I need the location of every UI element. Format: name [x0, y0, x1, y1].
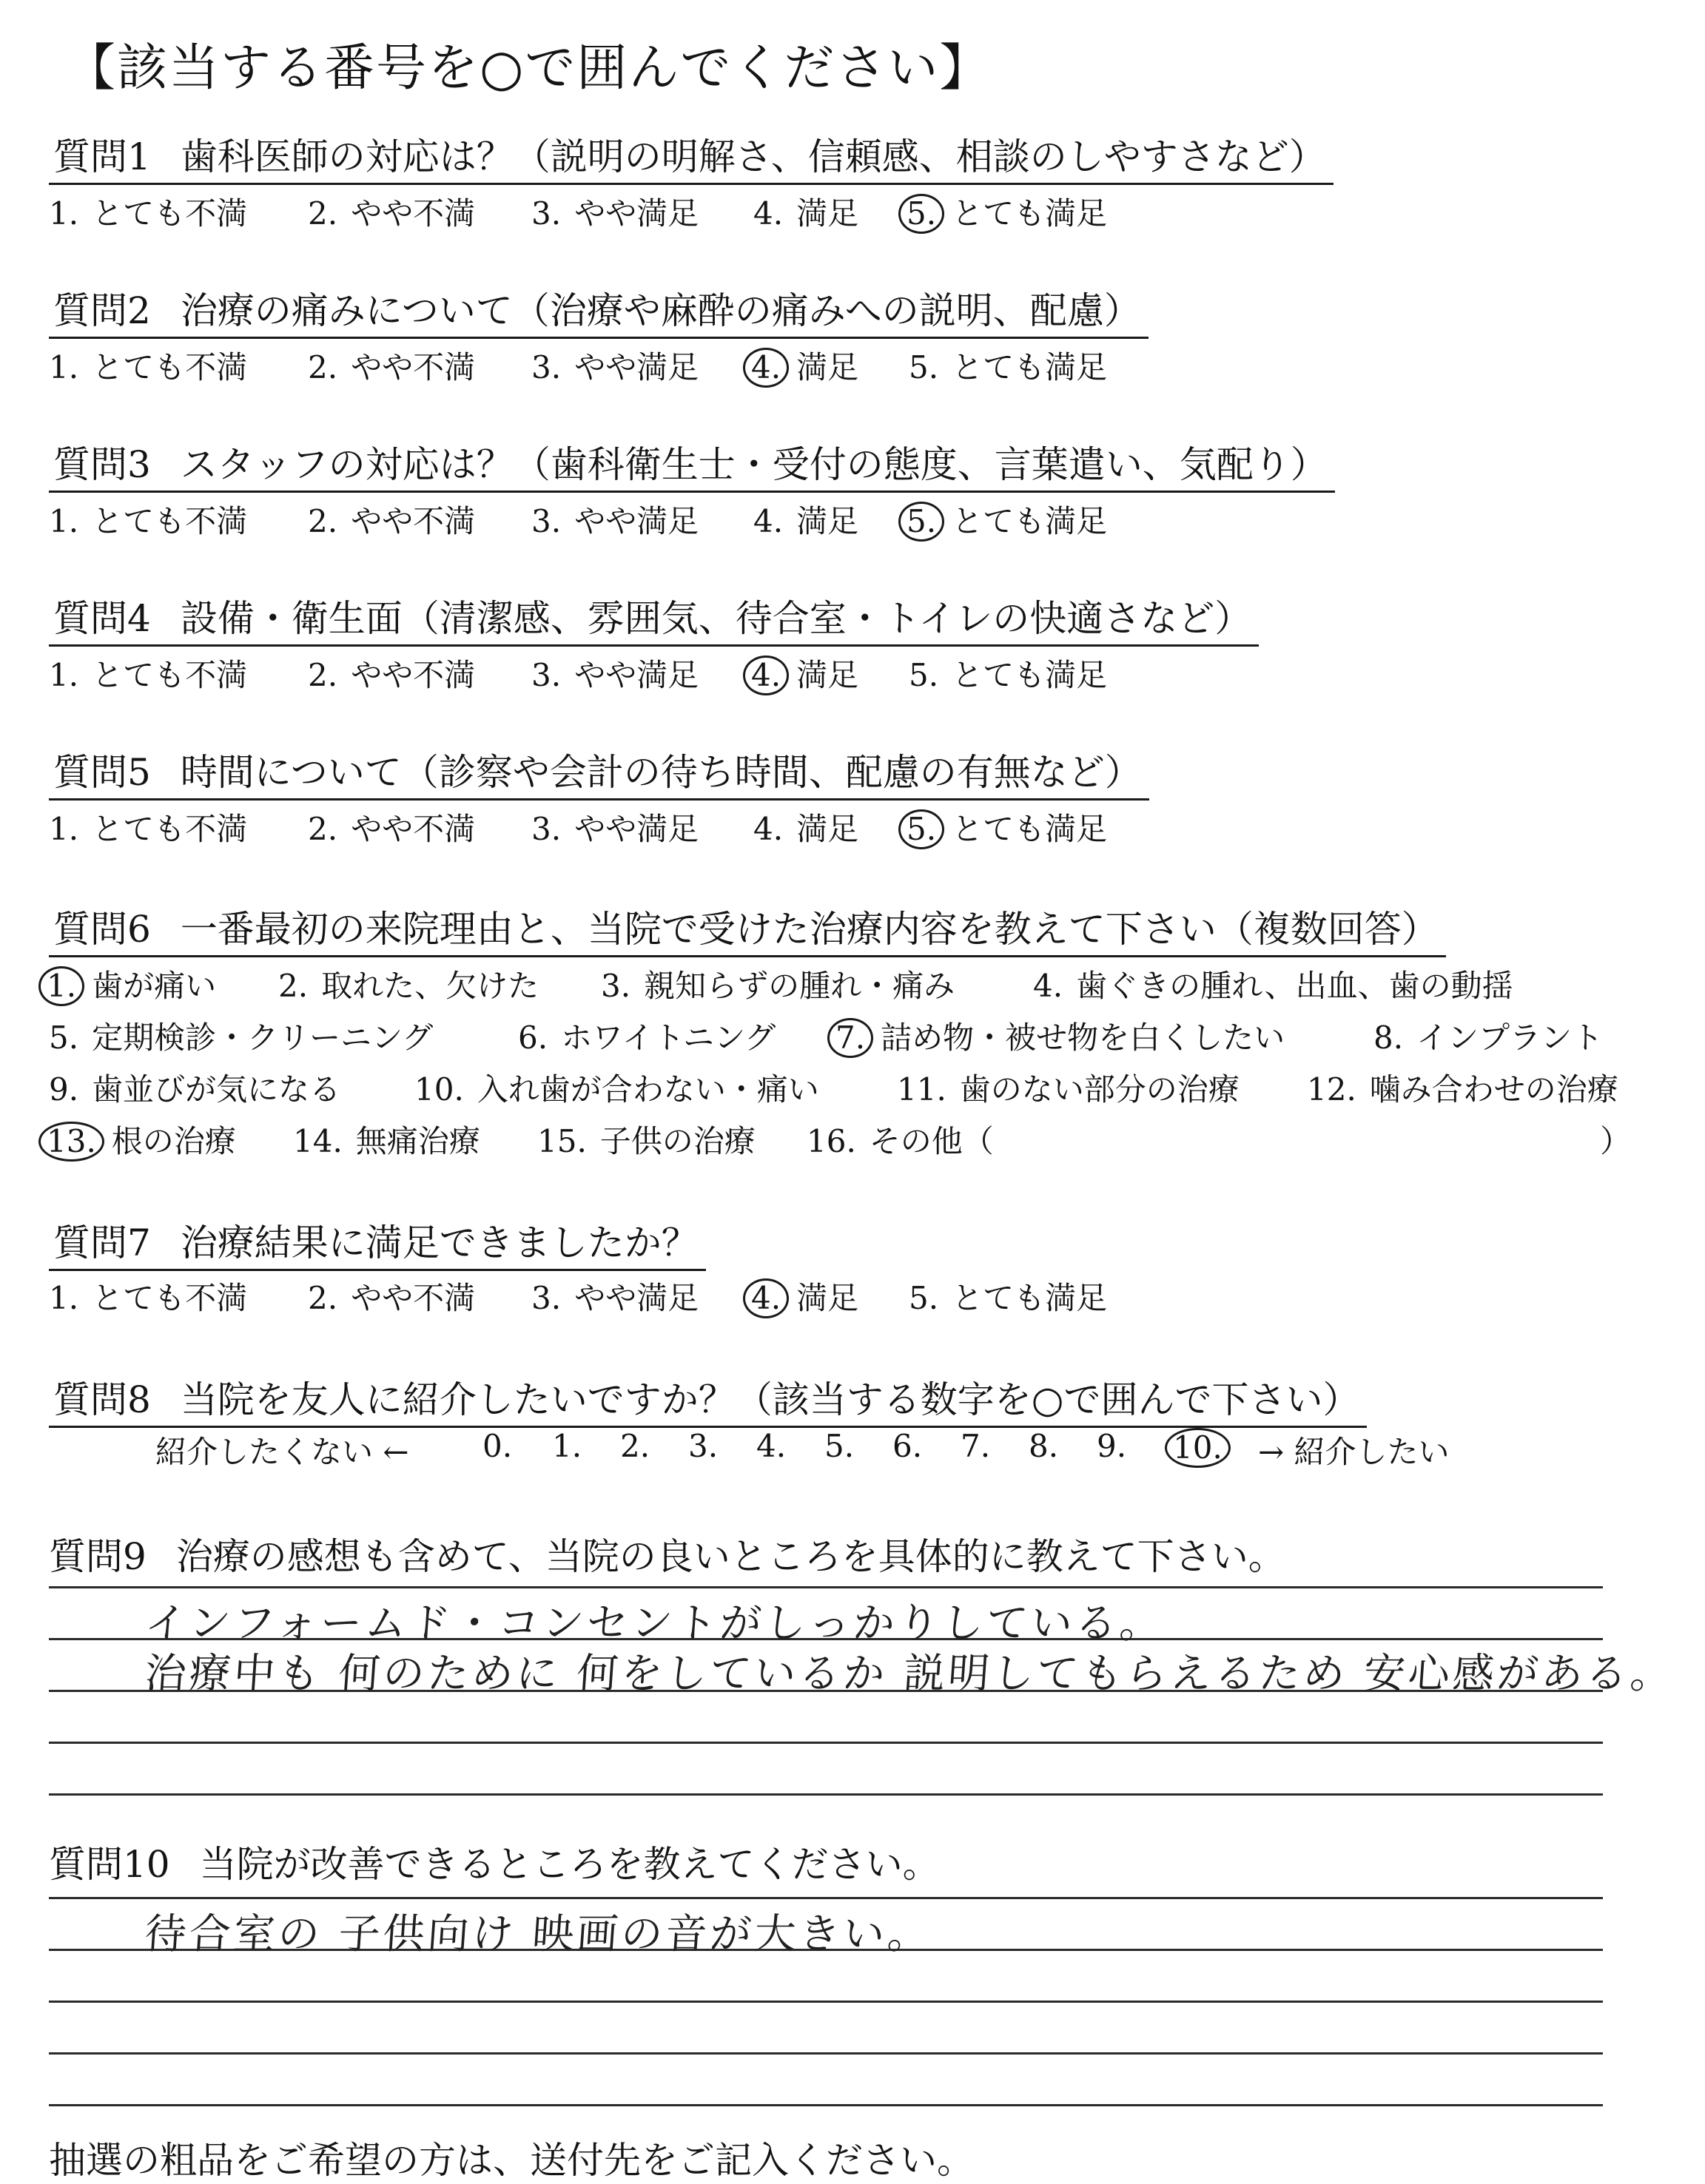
- option-7-selected[interactable]: 7. 詰め物・被せ物を白くしたい: [838, 1014, 1285, 1058]
- option-15[interactable]: 15. 子供の治療: [537, 1123, 756, 1159]
- option-5[interactable]: 5. とても満足: [909, 349, 1108, 385]
- question-text: 設備・衛生面（清潔感、雰囲気、待合室・トイレの快適さなど）: [180, 597, 1252, 640]
- scale-6[interactable]: 6.: [892, 1428, 923, 1464]
- option-3[interactable]: 3. やや満足: [531, 195, 699, 232]
- question-text: 当院が改善できるところを教えてください。: [199, 1843, 940, 1886]
- question-number: 質問4: [53, 597, 151, 640]
- question-text: 治療結果に満足できましたか？: [180, 1221, 699, 1264]
- option-14[interactable]: 14. 無痛治療: [293, 1123, 480, 1159]
- answer-circle: 5.: [898, 502, 944, 542]
- question-number: 質問10: [49, 1843, 170, 1886]
- question-7: [49, 1213, 706, 1267]
- option-4[interactable]: 4. 満足: [753, 811, 859, 847]
- option-4[interactable]: 4. 歯ぐきの腫れ、出血、歯の動揺: [1033, 968, 1513, 1004]
- answer-line: [49, 2001, 1603, 2003]
- answer-line: [49, 2052, 1603, 2055]
- option-4[interactable]: 4. 満足: [753, 503, 859, 539]
- question-text: 一番最初の来院理由と、当院で受けた治療内容を教えて下さい（複数回答）: [180, 908, 1439, 951]
- option-2[interactable]: 2. やや不満: [308, 503, 476, 539]
- question-number: 質問5: [53, 751, 151, 794]
- option-2[interactable]: 2. やや不満: [308, 195, 476, 232]
- option-10[interactable]: 10. 入れ歯が合わない・痛い: [414, 1071, 819, 1108]
- handwritten-answer-9-line-1: インフォームド・コンセントがしっかりしている。: [143, 1600, 1166, 1648]
- question-number: 質問8: [53, 1378, 151, 1421]
- answer-circle: 5.: [898, 809, 944, 849]
- option-4[interactable]: 4. 満足: [753, 195, 859, 232]
- answer-line: [49, 1742, 1603, 1744]
- option-2[interactable]: 2. やや不満: [308, 1280, 476, 1316]
- option-5[interactable]: 5. とても満足: [909, 657, 1108, 693]
- option-1[interactable]: 1. とても不満: [49, 503, 248, 539]
- option-2[interactable]: 2. やや不満: [308, 657, 476, 693]
- question-4: [49, 589, 1259, 642]
- question-text: 治療の痛みについて（治療や麻酔の痛みへの説明、配慮）: [180, 289, 1141, 332]
- option-6[interactable]: 6. ホワイトニング: [518, 1019, 776, 1056]
- scale-1[interactable]: 1.: [552, 1428, 582, 1464]
- answer-circle: 1.: [38, 966, 84, 1006]
- handwritten-answer-9-line-2: 治療中も 何のために 何をしているか 説明してもらえるため 安心感がある。: [143, 1650, 1677, 1698]
- option-5-selected[interactable]: 5. とても満足: [909, 497, 1107, 542]
- option-1[interactable]: 1. とても不満: [49, 195, 248, 232]
- option-4-selected[interactable]: 4. 満足: [753, 651, 858, 695]
- option-1[interactable]: 1. とても不満: [49, 349, 248, 385]
- footer-partial-text: 抽選の粗品をご希望の方は、送付先をご記入ください。: [49, 2139, 974, 2182]
- question-3: [49, 435, 1335, 488]
- question-text: 歯科医師の対応は？（説明の明解さ、信頼感、相談のしやすさなど）: [180, 135, 1326, 178]
- answer-line: [49, 1897, 1603, 1899]
- scale-8[interactable]: 8.: [1029, 1428, 1059, 1464]
- option-1[interactable]: 1. とても不満: [49, 657, 248, 693]
- scale-0[interactable]: 0.: [482, 1428, 513, 1464]
- question-number: 質問3: [53, 443, 151, 486]
- question-number: 質問2: [53, 289, 151, 332]
- scale-9[interactable]: 9.: [1097, 1428, 1127, 1464]
- question-text: スタッフの対応は？（歯科衛生士・受付の態度、言葉遣い、気配り）: [180, 443, 1328, 486]
- question-8: [49, 1370, 1367, 1423]
- question-6: [49, 900, 1446, 953]
- question-9: [49, 1527, 1285, 1580]
- answer-circle: 13.: [38, 1122, 104, 1162]
- answer-circle: 4.: [743, 655, 789, 695]
- question-number: 質問9: [49, 1535, 147, 1578]
- recommend-right-label: → 紹介したい: [1258, 1434, 1450, 1470]
- option-2[interactable]: 2. やや不満: [308, 349, 476, 385]
- option-3[interactable]: 3. 親知らずの腫れ・痛み: [601, 968, 955, 1004]
- option-3[interactable]: 3. やや満足: [531, 1280, 699, 1316]
- question-number: 質問7: [53, 1221, 151, 1264]
- scale-7[interactable]: 7.: [961, 1428, 991, 1464]
- option-3[interactable]: 3. やや満足: [531, 349, 699, 385]
- answer-circle: 4.: [743, 348, 789, 388]
- option-5[interactable]: 5. とても満足: [909, 1280, 1108, 1316]
- answer-line: [49, 2104, 1603, 2106]
- question-2: [49, 281, 1149, 334]
- question-5: [49, 743, 1149, 796]
- answer-circle: 4.: [743, 1278, 789, 1318]
- other-close-paren: ）: [1600, 1123, 1632, 1159]
- question-text: 治療の感想も含めて、当院の良いところを具体的に教えて下さい。: [175, 1535, 1285, 1578]
- scale-3[interactable]: 3.: [688, 1428, 719, 1464]
- recommend-left-label: 紹介したくない ←: [155, 1434, 409, 1470]
- option-1[interactable]: 1. とても不満: [49, 1280, 248, 1316]
- answer-line: [49, 1586, 1603, 1588]
- question-1: [49, 127, 1334, 181]
- question-number: 質問6: [53, 908, 151, 951]
- option-3[interactable]: 3. やや満足: [531, 503, 699, 539]
- scale-2[interactable]: 2.: [620, 1428, 650, 1464]
- question-10: [49, 1835, 940, 1888]
- answer-circle: 7.: [827, 1018, 873, 1058]
- option-2[interactable]: 2. やや不満: [308, 811, 476, 847]
- option-1[interactable]: 1. とても不満: [49, 811, 248, 847]
- option-5-selected[interactable]: 5. とても満足: [909, 805, 1107, 849]
- question-text: 時間について（診察や会計の待ち時間、配慮の有無など）: [180, 751, 1142, 794]
- page-title: 【該当する番号を○で囲んでください】: [65, 39, 992, 98]
- option-5[interactable]: 5. 定期検診・クリーニング: [49, 1019, 434, 1056]
- option-5-selected[interactable]: 5. とても満足: [909, 189, 1107, 234]
- option-2[interactable]: 2. 取れた、欠けた: [278, 968, 539, 1004]
- handwritten-answer-10-line-1: 待合室の 子供向け 映画の音が大きい。: [143, 1910, 934, 1958]
- option-3[interactable]: 3. やや満足: [531, 657, 699, 693]
- option-13-selected[interactable]: 13. 根の治療: [49, 1117, 236, 1162]
- answer-line: [49, 1793, 1603, 1796]
- scale-10-selected[interactable]: 10.: [1165, 1428, 1231, 1468]
- option-16-other[interactable]: 16. その他（: [807, 1123, 994, 1159]
- option-1-selected[interactable]: 1. 歯が痛い: [49, 962, 216, 1006]
- question-number: 質問1: [53, 135, 151, 178]
- option-4-selected[interactable]: 4. 満足: [753, 343, 858, 388]
- option-4-selected[interactable]: 4. 満足: [753, 1274, 858, 1318]
- option-3[interactable]: 3. やや満足: [531, 811, 699, 847]
- option-12[interactable]: 12. 噛み合わせの治療: [1307, 1071, 1618, 1108]
- question-text: 当院を友人に紹介したいですか？（該当する数字を○で囲んで下さい）: [180, 1378, 1360, 1421]
- option-9[interactable]: 9. 歯並びが気になる: [49, 1071, 341, 1108]
- answer-circle: 5.: [898, 194, 944, 234]
- option-8[interactable]: 8. インプラント: [1373, 1019, 1604, 1056]
- option-11[interactable]: 11. 歯のない部分の治療: [897, 1071, 1240, 1108]
- scale-5[interactable]: 5.: [824, 1428, 855, 1464]
- scale-4[interactable]: 4.: [756, 1428, 787, 1464]
